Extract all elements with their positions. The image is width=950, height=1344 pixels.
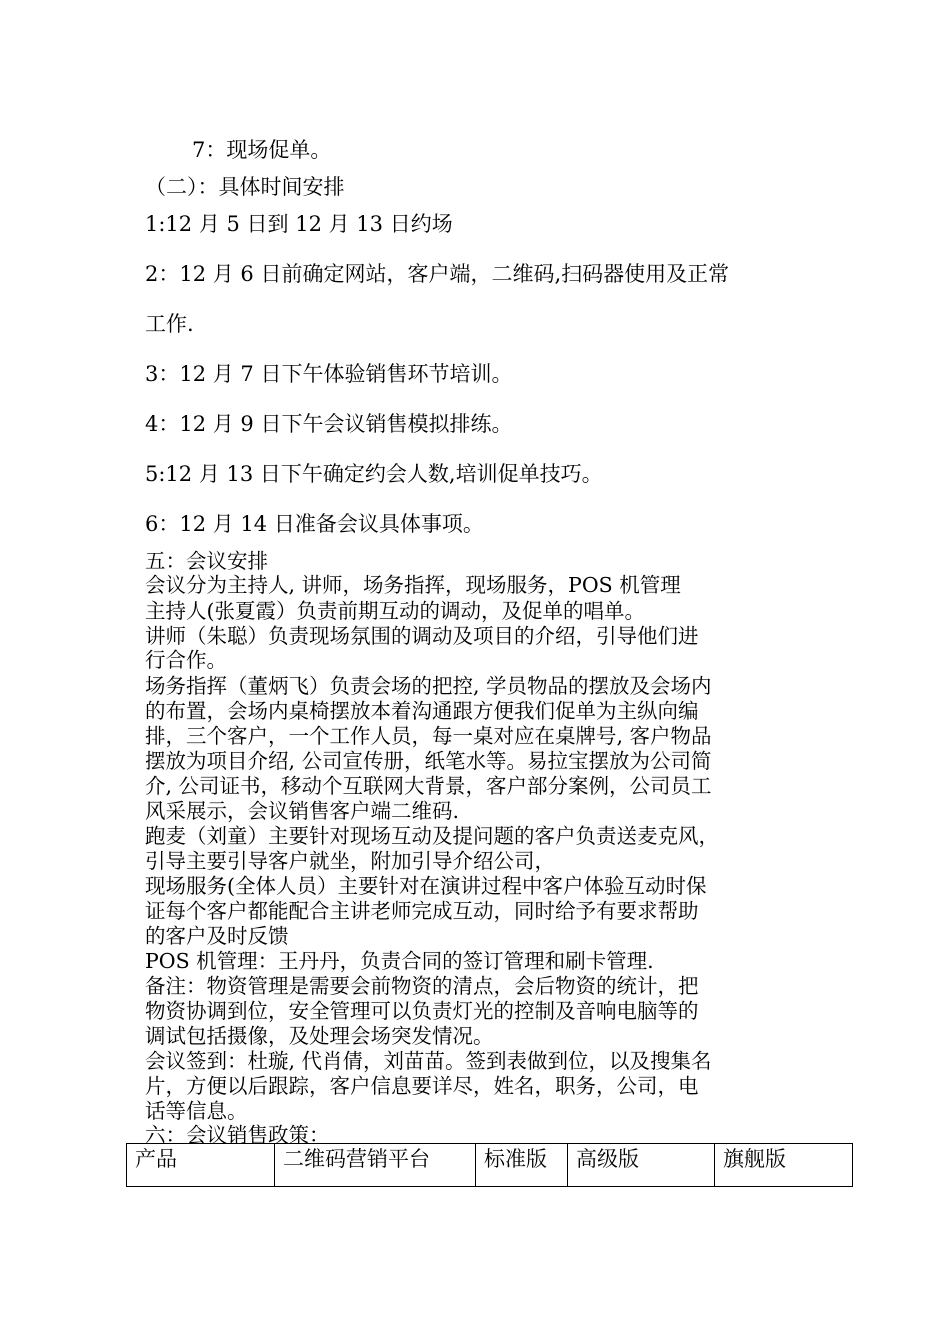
schedule-item-4: 4：12 月 9 日下午会议销售模拟排练。: [145, 412, 513, 436]
table-cell-advanced: 高级版: [568, 1144, 715, 1187]
list-item-7: 7：现场促单。: [192, 138, 332, 162]
section-heading-meeting: 五：会议安排: [145, 549, 268, 573]
paragraph-line: 话等信息。: [145, 1099, 248, 1123]
table-cell-product: 产品: [127, 1144, 275, 1187]
table-cell-flagship: 旗舰版: [715, 1144, 853, 1187]
paragraph-line: 行合作。: [145, 648, 227, 672]
schedule-item-6: 6：12 月 14 日准备会议具体事项。: [145, 512, 484, 536]
paragraph-line: 证每个客户都能配合主讲老师完成互动，同时给予有要求帮助: [145, 899, 699, 923]
paragraph-line: 物资协调到位，安全管理可以负责灯光的控制及音响电脑等的: [145, 999, 699, 1023]
sales-policy-table: [126, 1143, 853, 1187]
paragraph-line: 主持人(张夏霞）负责前期互动的调动，及促单的唱单。: [145, 599, 645, 623]
table-row: [127, 1144, 853, 1187]
paragraph-line: 备注：物资管理是需要会前物资的清点，会后物资的统计，把: [145, 974, 699, 998]
schedule-item-2: 2：12 月 6 日前确定网站，客户端，二维码,扫码器使用及正常: [145, 262, 730, 286]
schedule-item-5: 5:12 月 13 日下午确定约会人数,培训促单技巧。: [145, 462, 603, 486]
paragraph-line: POS 机管理：王丹丹，负责合同的签订管理和刷卡管理.: [145, 949, 654, 973]
section-heading-schedule: （二）：具体时间安排: [145, 175, 345, 199]
paragraph-line: 会议签到：杜璇, 代肖倩，刘苗苗。签到表做到位，以及搜集名: [145, 1049, 712, 1073]
paragraph-line: 的客户及时反馈: [145, 924, 289, 948]
paragraph-line: 会议分为主持人, 讲师，场务指挥，现场服务，POS 机管理: [145, 573, 681, 597]
table-cell-standard: 标准版: [476, 1144, 568, 1187]
paragraph-line: 风采展示，会议销售客户端二维码.: [145, 799, 460, 823]
paragraph-line: 介, 公司证书，移动个互联网大背景，客户部分案例，公司员工: [145, 774, 712, 798]
paragraph-line: 排，三个客户，一个工作人员，每一桌对应在桌牌号, 客户物品: [145, 724, 712, 748]
paragraph-line: 的布置，会场内桌椅摆放本着沟通跟方便我们促单为主纵向编: [145, 699, 699, 723]
schedule-item-3: 3：12 月 7 日下午体验销售环节培训。: [145, 362, 513, 386]
paragraph-line: 现场服务(全体人员）主要针对在演讲过程中客户体验互动时保: [145, 874, 707, 898]
paragraph-line: 讲师（朱聪）负责现场氛围的调动及项目的介绍，引导他们进: [145, 624, 699, 648]
schedule-item-2-cont: 工作.: [145, 312, 194, 336]
paragraph-line: 调试包括摄像，及处理会场突发情况。: [145, 1024, 494, 1048]
paragraph-line: 引导主要引导客户就坐，附加引导介绍公司，: [145, 849, 555, 873]
schedule-item-1: 1:12 月 5 日到 12 月 13 日约场: [145, 212, 453, 236]
paragraph-line: 场务指挥（董炳飞）负责会场的把控, 学员物品的摆放及会场内: [145, 674, 712, 698]
paragraph-line: 片，方便以后跟踪，客户信息要详尽，姓名，职务，公司，电: [145, 1074, 699, 1098]
table-cell-qr-platform: 二维码营销平台: [275, 1144, 476, 1187]
paragraph-line: 跑麦（刘童）主要针对现场互动及提问题的客户负责送麦克风，: [145, 824, 719, 848]
paragraph-line: 摆放为项目介绍, 公司宣传册，纸笔水等。易拉宝摆放为公司简: [145, 749, 712, 773]
section-heading-sales-policy: 六：会议销售政策：: [145, 1123, 330, 1147]
